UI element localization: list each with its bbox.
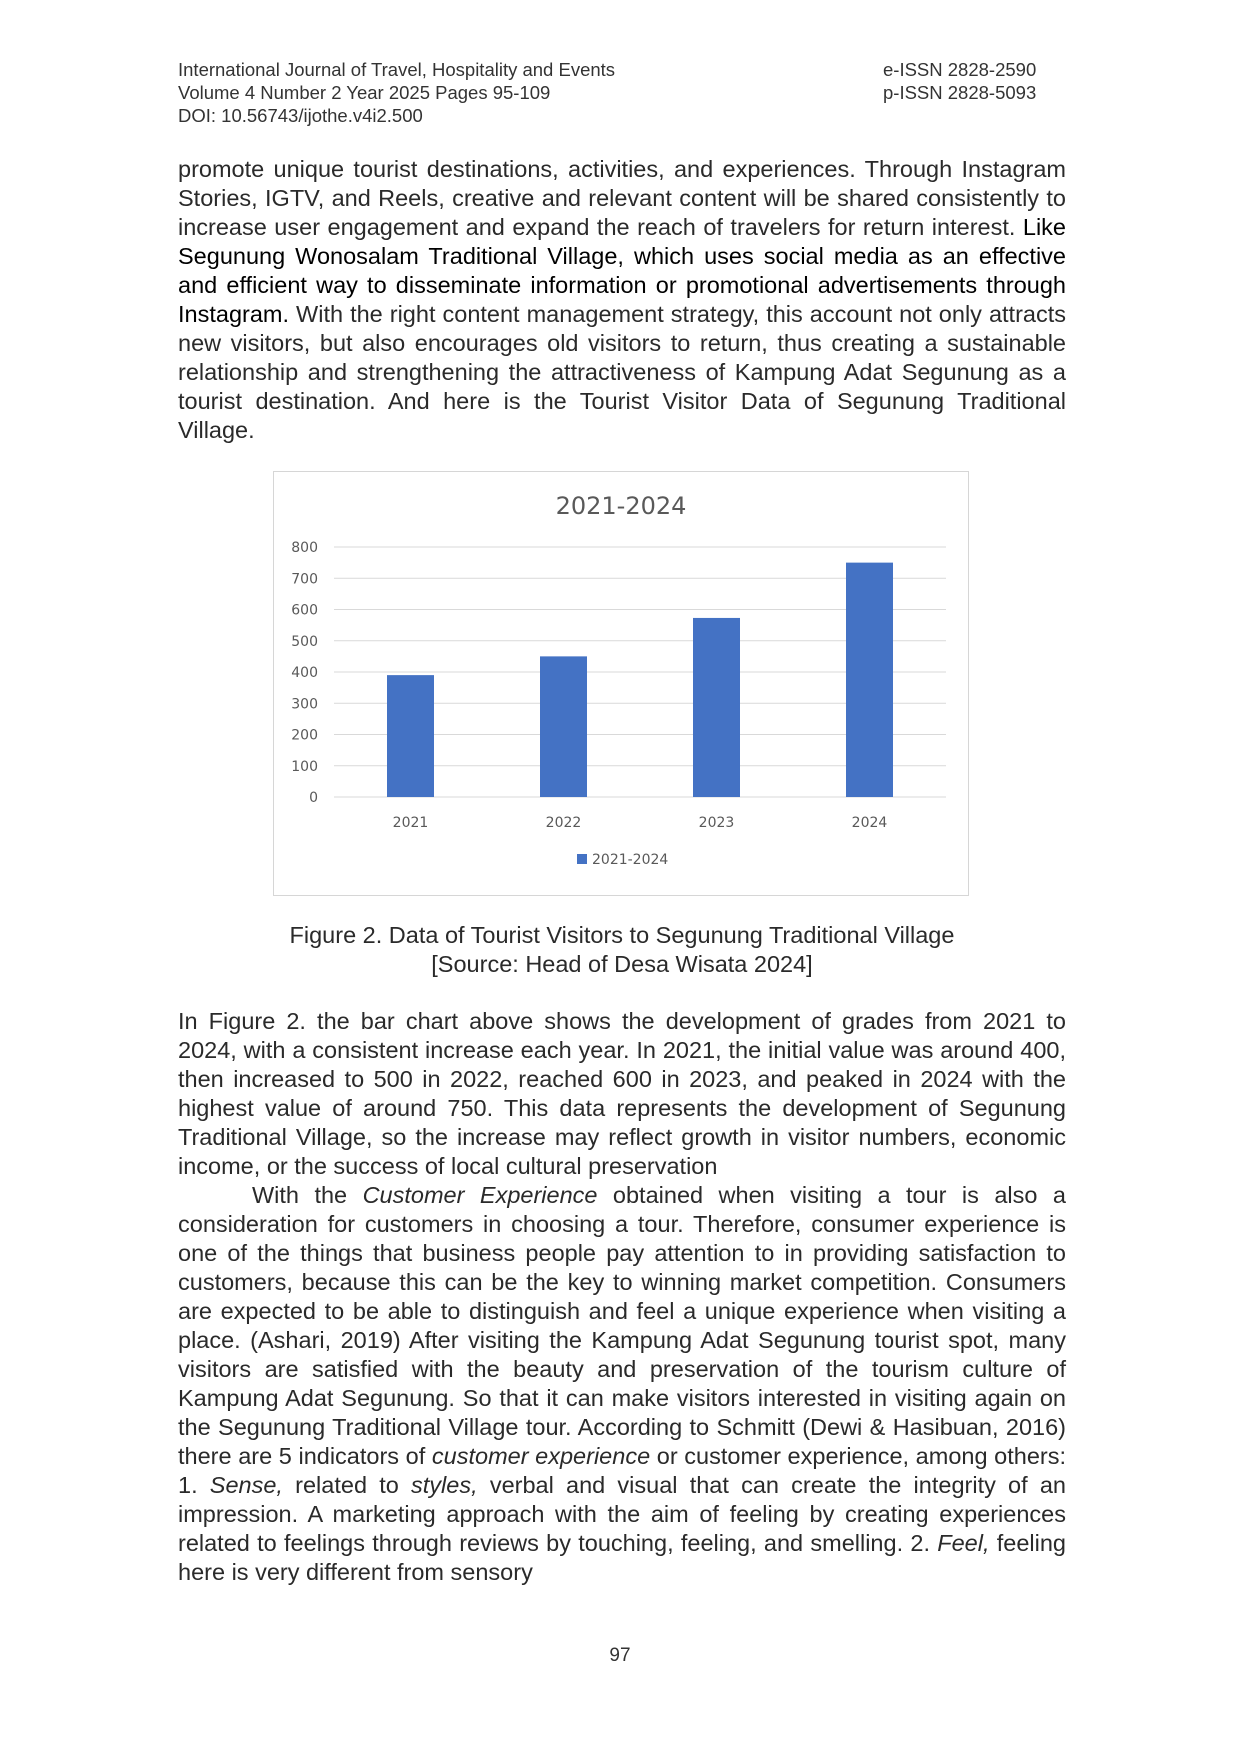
y-tick-label: 100 xyxy=(291,758,318,775)
para3-s5: verbal and visual that can create the integrity of an impression. A marketing approach with the aim of feeling by creating experiences related to feelings through reviews by touching, feeling, and smelling. 2. xyxy=(178,1472,1066,1556)
caption-line-2: [Source: Head of Desa Wisata 2024] xyxy=(431,951,813,977)
paragraph-analysis xyxy=(178,1007,1066,1181)
chart-title: 2021-2024 xyxy=(555,492,687,520)
para1-text-c: With the right content management strategy, this account not only attracts new visitors, but also encourages old visitors to return, thus creating a sustainable relationship and strengthening the attractiveness of Kampung Adat Segunung as a tourist destination. And here is the Tourist Visitor Data of Segunung Traditional Village. xyxy=(178,301,1066,443)
pissn: p-ISSN 2828-5093 xyxy=(883,82,1037,103)
para3-s2: obtained when visiting a tour is also a consideration for customers in choosing a tour. Therefore, consumer experience is one of the things that business people pay attention to in providing satisfaction to customers, because this can be the key to winning market competition. Consumers are expected to be able to distinguish and feel a unique experience when visiting a place. (Ashari, 2019) After visiting the Kampung Adat Segunung tourist spot, many visitors are satisfied with the beauty and preservation of the tourism culture of Kampung Adat Segunung. So that it can make visitors interested in visiting again on the Segunung Traditional Village tour. According to Schmitt (Dewi & Hasibuan, 2016) there are 5 indicators of xyxy=(178,1182,1066,1469)
bar-2021 xyxy=(387,675,434,797)
caption-line-1: Figure 2. Data of Tourist Visitors to Segunung Traditional Village xyxy=(289,922,955,948)
y-tick-label: 600 xyxy=(291,602,318,619)
para3-e3: Sense, xyxy=(209,1472,283,1498)
para3-s4: related to xyxy=(282,1472,412,1498)
y-tick-label: 0 xyxy=(309,790,318,806)
para1-text-a: promote unique tourist destinations, activities, and experiences. Through Instagram Stories, IGTV, and Reels, creative and relevant content will be shared consistently to increase user engagement and expand the reach of travelers for return interest. xyxy=(178,156,1066,240)
y-tick-label: 400 xyxy=(291,665,318,681)
para2-text: In Figure 2. the bar chart above shows the development of grades from 2021 to 2024, with a consistent increase each year. In 2021, the initial value was around 400, then increased to 500 in 2022, reached 600 in 2023, and peaked in 2024 with the highest value of around 750. This data represents the development of Segunung Traditional Village, so the increase may reflect growth in visitor numbers, economic income, or the success of local cultural preservation xyxy=(178,1008,1066,1179)
page-number: 97 xyxy=(609,1645,631,1666)
para3-e4: styles, xyxy=(411,1472,478,1498)
para3-e5: Feel, xyxy=(937,1530,990,1556)
para3-e2: customer experience xyxy=(431,1443,651,1469)
para3-s6: feeling here is very different from sensory xyxy=(178,1530,1066,1585)
x-tick-label: 2024 xyxy=(851,815,888,831)
journal-header xyxy=(178,58,1058,127)
para3-s1: With the xyxy=(252,1182,363,1208)
bar-2024 xyxy=(846,563,893,797)
doi: DOI: 10.56743/ijothe.v4i2.500 xyxy=(178,105,423,126)
y-tick-label: 200 xyxy=(291,727,318,744)
eissn: e-ISSN 2828-2590 xyxy=(883,59,1037,80)
bar-2022 xyxy=(540,656,587,797)
y-tick-label: 300 xyxy=(291,696,318,713)
x-tick-label: 2023 xyxy=(698,815,735,831)
paragraph-customer-experience xyxy=(178,1181,1066,1587)
x-tick-label: 2021 xyxy=(392,815,429,831)
figure-caption xyxy=(178,921,1066,979)
para1-highlight: Like Segunung Wonosalam Traditional Village, which uses social media as an effective and efficient way to disseminate information or promotional advertisements through Instagram. xyxy=(178,214,1066,327)
legend-swatch xyxy=(577,854,587,864)
bar-chart xyxy=(274,472,968,895)
legend-label: 2021-2024 xyxy=(592,852,669,868)
y-tick-label: 700 xyxy=(291,571,318,588)
bar-2023 xyxy=(693,618,740,797)
journal-title: International Journal of Travel, Hospitality and Events xyxy=(178,59,616,80)
y-tick-label: 500 xyxy=(291,633,318,650)
para3-e1: Customer Experience xyxy=(362,1182,598,1208)
y-tick-label: 800 xyxy=(291,540,318,556)
paragraph-intro xyxy=(178,155,1066,445)
para3-s3: or customer experience, among others: 1. xyxy=(178,1443,1066,1498)
volume-info: Volume 4 Number 2 Year 2025 Pages 95-109 xyxy=(178,82,551,103)
bar-chart-figure xyxy=(273,471,969,896)
x-tick-label: 2022 xyxy=(545,815,582,831)
